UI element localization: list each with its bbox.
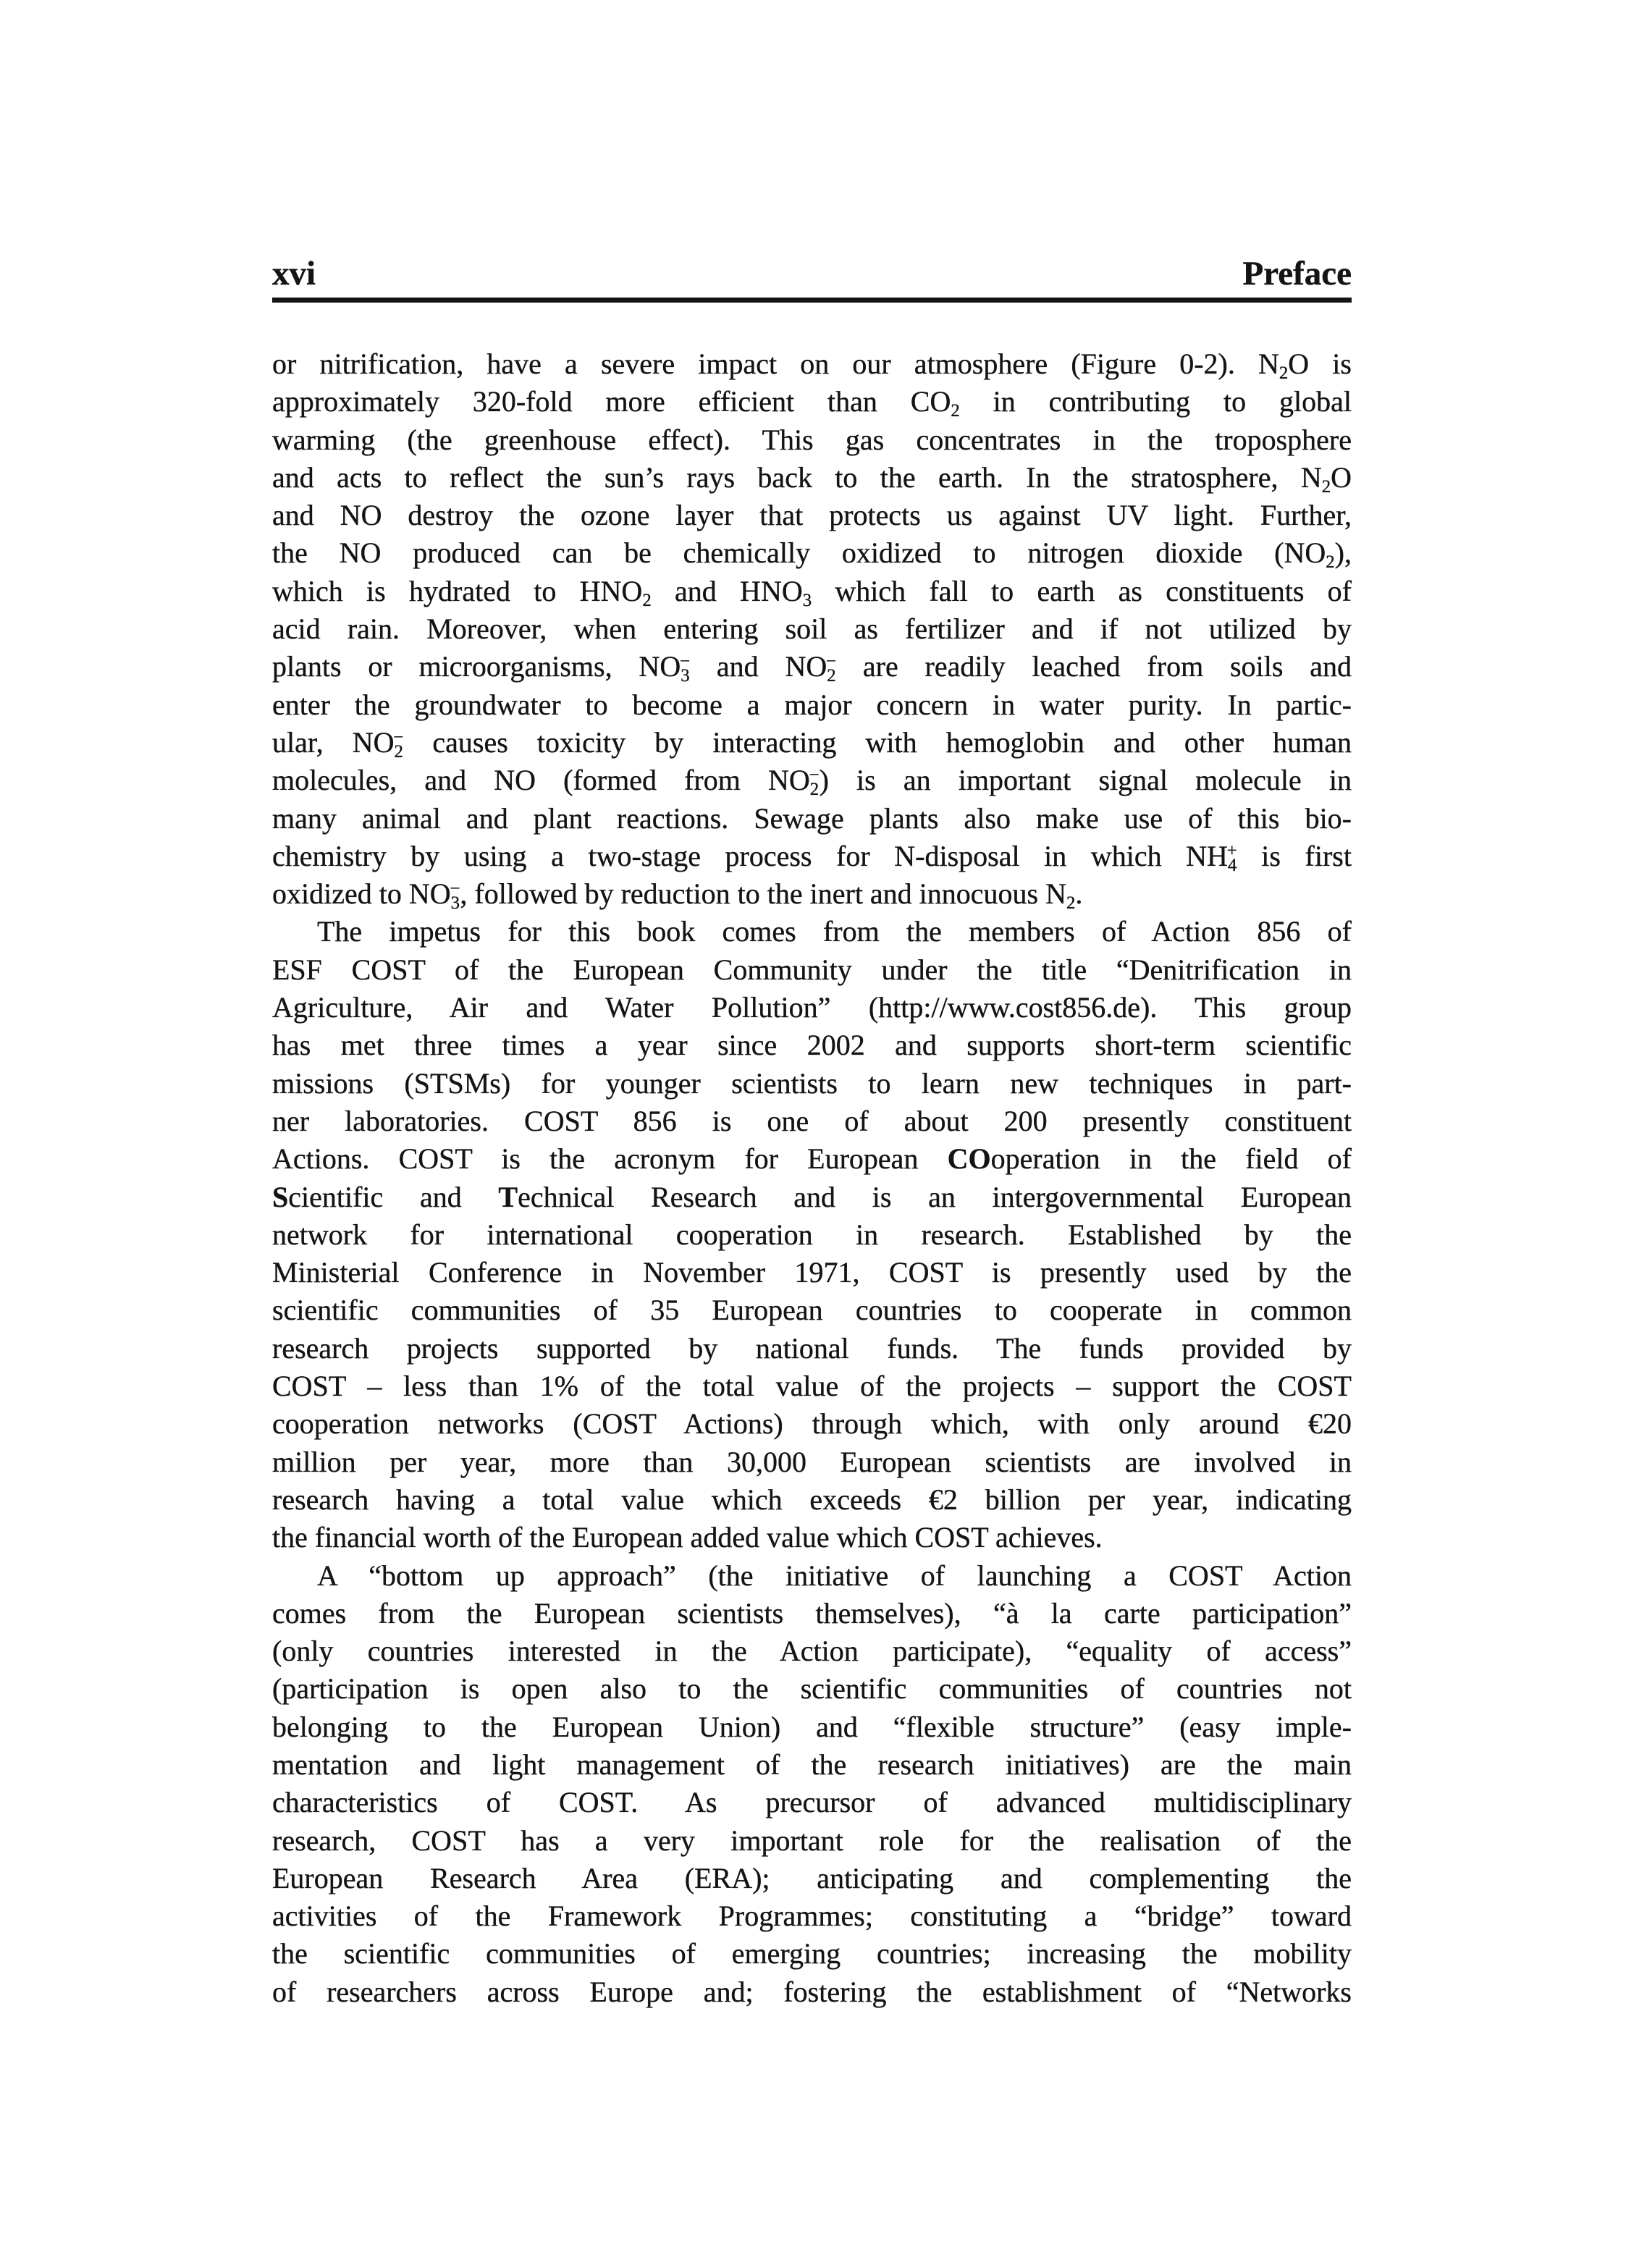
text-line: research having a total value which exceeds €2 billion per year, indicating — [272, 1483, 1352, 1516]
text-line: (participation is open also to the scientific communities of countries not — [272, 1672, 1352, 1706]
text-line: comes from the European scientists themselves), “à la carte participation” — [272, 1596, 1352, 1630]
text-line: million per year, more than 30,000 European scientists are involved in — [272, 1445, 1352, 1478]
page-number: xvi — [272, 255, 316, 292]
paragraph — [272, 1557, 1352, 2012]
text-line: the scientific communities of emerging countries; increasing the mobility — [272, 1937, 1352, 1970]
text-line: network for international cooperation in research. Established by the — [272, 1218, 1352, 1251]
text-line: The impetus for this book comes from the members of Action 856 of — [317, 915, 1352, 948]
text-line: ESF COST of the European Community under the title “Denitrification in — [272, 953, 1352, 986]
running-title: Preface — [1242, 255, 1352, 292]
text-line: of researchers across Europe and; fostering the establishment of “Networks — [272, 1975, 1352, 2008]
text-line: characteristics of COST. As precursor of advanced multidisciplinary — [272, 1786, 1352, 1819]
text-line: activities of the Framework Programmes; constituting a “bridge” toward — [272, 1900, 1352, 1933]
text-line: COST – less than 1% of the total value of the projects – support the COST — [272, 1370, 1352, 1403]
preface-page — [272, 257, 1352, 2011]
text-line: warming (the greenhouse effect). This gas concentrates in the troposphere — [272, 423, 1352, 456]
text-line: research projects supported by national funds. The funds provided by — [272, 1331, 1352, 1365]
body-text — [272, 345, 1352, 2011]
text-line: or nitrification, have a severe impact on our atmosphere (Figure 0-2). $N_2O$ is — [272, 347, 1352, 383]
text-line: missions (STSMs) for younger scientists to learn new techniques in part- — [272, 1066, 1352, 1100]
text-line: chemistry by using a two-stage process for N-disposal in which $NH_4^+$ is first — [272, 839, 1352, 875]
text-line: approximately 320-fold more efficient than $CO_2$ in contributing to global — [272, 385, 1352, 421]
text-line: (only countries interested in the Action participate), “equality of access” — [272, 1635, 1352, 1668]
text-line: enter the groundwater to become a major concern in water purity. In partic- — [272, 688, 1352, 721]
text-line: many animal and plant reactions. Sewage plants also make use of this bio- — [272, 801, 1352, 835]
text-line: Agriculture, Air and Water Pollution” (http://www.cost856.de). This group — [272, 991, 1352, 1024]
text-line: molecules, and NO (formed from $NO_2^-$) is an important signal molecule in — [272, 764, 1352, 800]
text-line: ner laboratories. COST 856 is one of about 200 presently constituent — [272, 1104, 1352, 1137]
text-line: acid rain. Moreover, when entering soil as fertilizer and if not utilized by — [272, 612, 1352, 646]
text-line: mentation and light management of the research initiatives) are the main — [272, 1748, 1352, 1781]
paragraph — [272, 913, 1352, 1556]
text-line: plants or microorganisms, $NO_3^-$ and $NO_2^-$ are readily leached from soils and — [272, 650, 1352, 686]
text-line: ular, $NO_2^-$ causes toxicity by interacting with hemoglobin and other human — [272, 725, 1352, 762]
text-line: the NO produced can be chemically oxidized to nitrogen dioxide $(NO_2)$, — [272, 536, 1352, 573]
text-line: A “bottom up approach” (the initiative of launching a COST Action — [317, 1559, 1352, 1592]
text-line: Ministerial Conference in November 1971, COST is presently used by the — [272, 1256, 1352, 1289]
text-line: Actions. COST is the acronym for European COoperation in the field of — [272, 1142, 1352, 1176]
page-header — [272, 257, 1352, 291]
text-line: oxidized to $NO_3^-$, followed by reduction to the inert and innocuous $N_2$. — [272, 877, 1083, 914]
text-line: and acts to reflect the sun’s rays back to the earth. In the stratosphere, $N_2O$ — [272, 460, 1352, 497]
paragraph — [272, 345, 1352, 913]
text-line: European Research Area (ERA); anticipating and complementing the — [272, 1861, 1352, 1894]
text-line: research, COST has a very important role for the realisation of the — [272, 1824, 1352, 1857]
text-line: Scientific and Technical Research and is an intergovernmental European — [272, 1180, 1352, 1213]
text-line: has met three times a year since 2002 and supports short-term scientific — [272, 1029, 1352, 1062]
text-line: the financial worth of the European added value which COST achieves. — [272, 1521, 1103, 1554]
text-line: and NO destroy the ozone layer that protects us against UV light. Further, — [272, 499, 1352, 532]
text-line: belonging to the European Union) and “flexible structure” (easy imple- — [272, 1710, 1352, 1743]
text-line: which is hydrated to $HNO_2$ and $HNO_3$ which fall to earth as constituents of — [272, 574, 1352, 610]
text-line: scientific communities of 35 European countries to cooperate in common — [272, 1294, 1352, 1327]
text-line: cooperation networks (COST Actions) through which, with only around €20 — [272, 1407, 1352, 1441]
header-rule — [272, 298, 1352, 303]
